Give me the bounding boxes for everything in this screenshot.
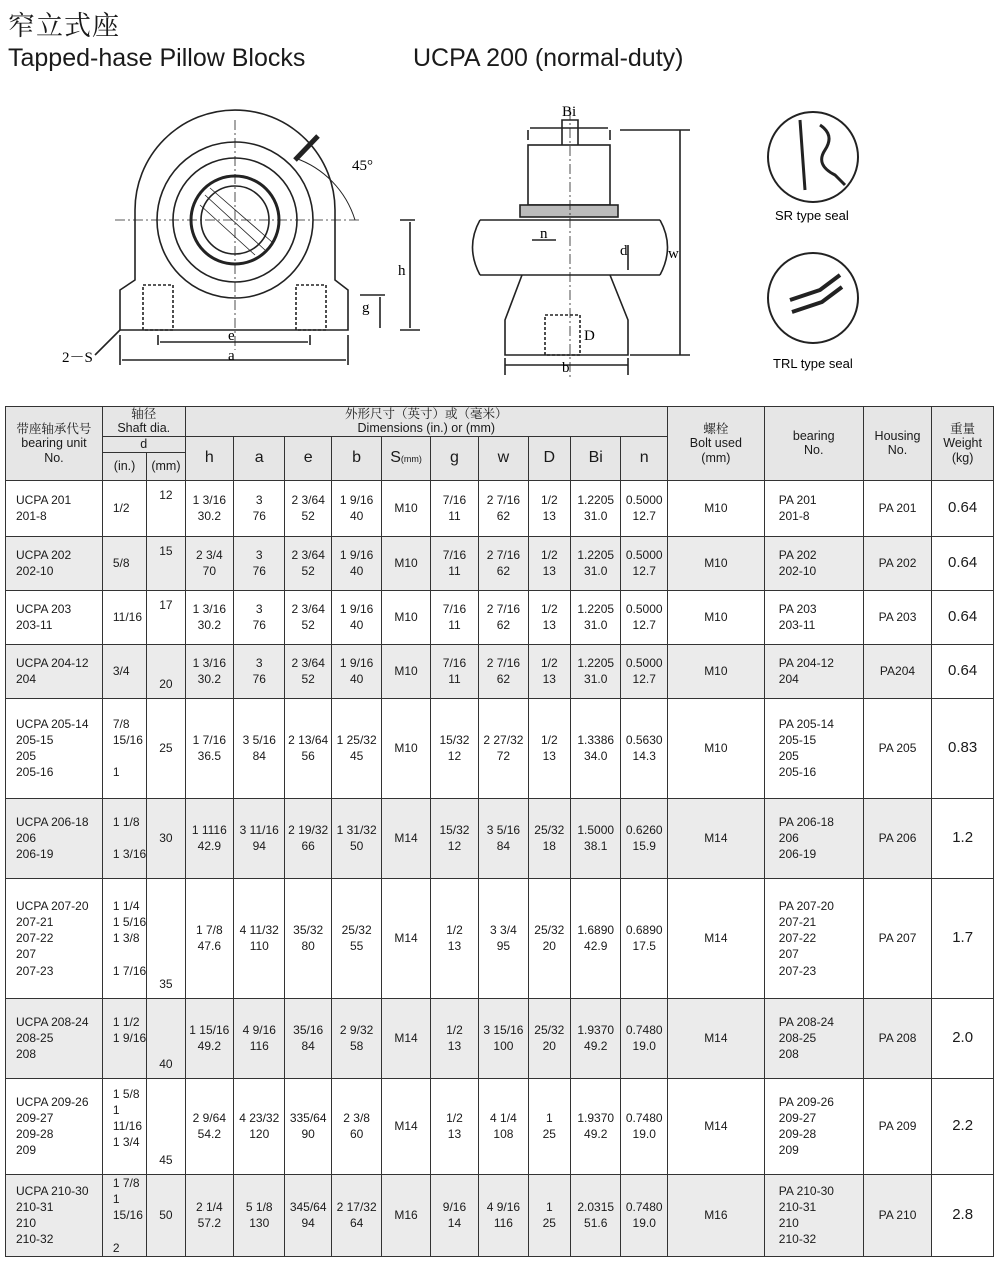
cell-dim-n: 0.5000 12.7 (621, 644, 667, 698)
header-housing: Housing No. (863, 407, 932, 481)
cell-dim-e: 2 3/64 52 (285, 536, 331, 590)
cell-dim-w: 2 27/32 72 (479, 698, 528, 798)
cell-dim-e: 2 13/64 56 (285, 698, 331, 798)
dim-a-label: a (228, 348, 235, 364)
cell-bearing-no: PA 208-24 208-25 208 (764, 998, 863, 1078)
cell-bolt: M14 (667, 878, 764, 998)
trl-seal-icon (768, 253, 858, 343)
cell-dim-n: 0.5000 12.7 (621, 590, 667, 644)
trl-seal-caption: TRL type seal (773, 356, 853, 371)
cell-dim-Bi: 1.2205 31.0 (571, 536, 621, 590)
dim-bi-label: Bi (562, 104, 577, 120)
header-h: h (185, 436, 233, 480)
cell-shaft-in: 1 7/8 1 15/16 2 (102, 1174, 146, 1256)
cell-dim-b: 2 3/8 60 (331, 1078, 381, 1174)
table-row (6, 590, 994, 644)
cell-dim-g: 7/16 11 (430, 536, 478, 590)
cell-dim-g: 7/16 11 (430, 480, 478, 536)
dim-n-label: n (540, 226, 548, 242)
cell-dim-h: 1 15/16 49.2 (185, 998, 233, 1078)
cell-dim-w: 4 1/4 108 (479, 1078, 528, 1174)
header-weight: 重量 Weight (kg) (932, 407, 994, 481)
cell-weight: 0.64 (932, 480, 994, 536)
cell-dim-D: 1 25 (528, 1174, 570, 1256)
cell-bolt: M10 (667, 590, 764, 644)
cell-dim-h: 1 7/16 36.5 (185, 698, 233, 798)
cell-dim-Bi: 1.3386 34.0 (571, 698, 621, 798)
header-shaft-d: d (102, 436, 185, 452)
table-row (6, 1078, 994, 1174)
cell-dim-w: 2 7/16 62 (479, 480, 528, 536)
series-title: UCPA 200 (normal-duty) (413, 44, 684, 72)
cell-dim-D: 1/2 13 (528, 590, 570, 644)
cell-dim-s: M16 (382, 1174, 430, 1256)
cell-dim-h: 2 1/4 57.2 (185, 1174, 233, 1256)
header-s: S(mm) (382, 436, 430, 480)
cell-dim-g: 1/2 13 (430, 1078, 478, 1174)
dim-g-label: g (362, 300, 370, 316)
header-dimensions: 外形尺寸（英寸）或（毫米） Dimensions (in.) or (mm) (185, 407, 667, 437)
cell-bolt: M14 (667, 998, 764, 1078)
cell-dim-g: 7/16 11 (430, 644, 478, 698)
cell-dim-b: 1 31/32 50 (331, 798, 381, 878)
cell-dim-n: 0.5000 12.7 (621, 536, 667, 590)
dim-b-label: b (562, 360, 570, 376)
cell-shaft-in: 3/4 (102, 644, 146, 698)
header-shaft: 轴径 Shaft dia. (102, 407, 185, 437)
cell-dim-n: 0.7480 19.0 (621, 998, 667, 1078)
cell-bearing-no: PA 209-26 209-27 209-28 209 (764, 1078, 863, 1174)
cell-dim-s: M14 (382, 878, 430, 998)
cell-dim-s: M10 (382, 536, 430, 590)
cell-bearing-no: PA 207-20 207-21 207-22 207 207-23 (764, 878, 863, 998)
cell-dim-g: 15/32 12 (430, 798, 478, 878)
cell-dim-g: 15/32 12 (430, 698, 478, 798)
table-row (6, 878, 994, 998)
table-row (6, 698, 994, 798)
cell-dim-D: 1/2 13 (528, 536, 570, 590)
header-e: e (285, 436, 331, 480)
cell-housing-no: PA 206 (863, 798, 932, 878)
cell-dim-a: 4 23/32 120 (234, 1078, 285, 1174)
cell-shaft-in: 1 1/4 1 5/16 1 3/8 1 7/16 (102, 878, 146, 998)
cell-dim-a: 3 76 (234, 590, 285, 644)
cell-weight: 0.64 (932, 590, 994, 644)
cell-bearing-no: PA 203 203-11 (764, 590, 863, 644)
dim-e-label: e (228, 328, 235, 344)
dim-2s-label: 2－S (62, 350, 93, 366)
dim-w-label: w (668, 246, 679, 262)
cell-dim-Bi: 1.5000 38.1 (571, 798, 621, 878)
cell-dim-e: 35/32 80 (285, 878, 331, 998)
header-bolt: 螺栓 Bolt used (mm) (667, 407, 764, 481)
cell-bolt: M16 (667, 1174, 764, 1256)
cell-dim-g: 9/16 14 (430, 1174, 478, 1256)
cell-unit-no: UCPA 201 201-8 (6, 480, 103, 536)
cell-dim-g: 1/2 13 (430, 878, 478, 998)
cell-dim-b: 1 9/16 40 (331, 536, 381, 590)
cell-dim-Bi: 1.6890 42.9 (571, 878, 621, 998)
cell-dim-D: 25/32 20 (528, 878, 570, 998)
cell-bearing-no: PA 202 202-10 (764, 536, 863, 590)
cell-dim-h: 1 3/16 30.2 (185, 590, 233, 644)
cell-weight: 0.83 (932, 698, 994, 798)
spec-table (5, 406, 994, 1257)
cell-shaft-mm: 35 (147, 878, 185, 998)
cell-weight: 0.64 (932, 644, 994, 698)
cell-bearing-no: PA 206-18 206 206-19 (764, 798, 863, 878)
cell-weight: 2.0 (932, 998, 994, 1078)
cell-dim-s: M14 (382, 798, 430, 878)
cell-dim-b: 25/32 55 (331, 878, 381, 998)
cell-dim-h: 1 3/16 30.2 (185, 644, 233, 698)
header-a: a (234, 436, 285, 480)
cell-dim-b: 1 9/16 40 (331, 480, 381, 536)
cell-dim-a: 3 76 (234, 644, 285, 698)
cell-dim-D: 25/32 20 (528, 998, 570, 1078)
cell-shaft-in: 1 1/2 1 9/16 (102, 998, 146, 1078)
cell-bolt: M14 (667, 1078, 764, 1174)
cell-bearing-no: PA 204-12 204 (764, 644, 863, 698)
cell-dim-D: 25/32 18 (528, 798, 570, 878)
cell-dim-n: 0.6890 17.5 (621, 878, 667, 998)
cell-dim-Bi: 2.0315 51.6 (571, 1174, 621, 1256)
cell-shaft-mm: 25 (147, 698, 185, 798)
cell-bearing-no: PA 210-30 210-31 210 210-32 (764, 1174, 863, 1256)
cell-bearing-no: PA 205-14 205-15 205 205-16 (764, 698, 863, 798)
cell-weight: 0.64 (932, 536, 994, 590)
dim-h-label: h (398, 263, 406, 279)
cell-dim-D: 1/2 13 (528, 480, 570, 536)
cell-weight: 2.8 (932, 1174, 994, 1256)
cell-weight: 1.2 (932, 798, 994, 878)
cell-dim-w: 3 15/16 100 (479, 998, 528, 1078)
cell-shaft-mm: 40 (147, 998, 185, 1078)
table-row (6, 644, 994, 698)
cell-dim-h: 1 1116 42.9 (185, 798, 233, 878)
cell-unit-no: UCPA 204-12 204 (6, 644, 103, 698)
cell-dim-b: 1 9/16 40 (331, 590, 381, 644)
cell-unit-no: UCPA 207-20 207-21 207-22 207 207-23 (6, 878, 103, 998)
cell-housing-no: PA 205 (863, 698, 932, 798)
technical-drawing (0, 90, 1000, 400)
sr-seal-caption: SR type seal (775, 208, 849, 223)
cell-shaft-mm: 50 (147, 1174, 185, 1256)
cell-shaft-in: 1/2 (102, 480, 146, 536)
header-Bi: Bi (571, 436, 621, 480)
cell-dim-Bi: 1.2205 31.0 (571, 480, 621, 536)
cell-dim-D: 1/2 13 (528, 698, 570, 798)
cell-dim-n: 0.7480 19.0 (621, 1078, 667, 1174)
sr-seal-icon (768, 112, 858, 202)
cell-housing-no: PA 201 (863, 480, 932, 536)
cell-dim-e: 2 3/64 52 (285, 590, 331, 644)
cell-dim-D: 1 25 (528, 1078, 570, 1174)
cell-dim-a: 3 11/16 94 (234, 798, 285, 878)
cell-dim-h: 1 7/8 47.6 (185, 878, 233, 998)
cell-unit-no: UCPA 206-18 206 206-19 (6, 798, 103, 878)
cell-dim-b: 2 17/32 64 (331, 1174, 381, 1256)
cell-dim-s: M14 (382, 1078, 430, 1174)
cell-shaft-in: 1 5/8 1 11/16 1 3/4 (102, 1078, 146, 1174)
cell-dim-s: M10 (382, 644, 430, 698)
cell-unit-no: UCPA 202 202-10 (6, 536, 103, 590)
cell-dim-e: 2 3/64 52 (285, 480, 331, 536)
cell-dim-e: 35/16 84 (285, 998, 331, 1078)
cell-unit-no: UCPA 203 203-11 (6, 590, 103, 644)
cell-dim-b: 1 9/16 40 (331, 644, 381, 698)
cell-housing-no: PA 208 (863, 998, 932, 1078)
cell-dim-a: 3 76 (234, 536, 285, 590)
dim-D-label: D (584, 328, 595, 344)
cell-dim-w: 4 9/16 116 (479, 1174, 528, 1256)
cell-housing-no: PA 203 (863, 590, 932, 644)
cell-shaft-mm: 17 (147, 590, 185, 644)
cell-shaft-in: 7/8 15/16 1 (102, 698, 146, 798)
table-row (6, 1174, 994, 1256)
cell-dim-w: 2 7/16 62 (479, 536, 528, 590)
cell-shaft-mm: 45 (147, 1078, 185, 1174)
header-bearing: bearing No. (764, 407, 863, 481)
page-title-cn: 窄立式座 (8, 11, 120, 42)
header-unit: 带座轴承代号 bearing unit No. (6, 407, 103, 481)
cell-shaft-mm: 20 (147, 644, 185, 698)
cell-dim-w: 2 7/16 62 (479, 590, 528, 644)
cell-shaft-in: 5/8 (102, 536, 146, 590)
cell-housing-no: PA 209 (863, 1078, 932, 1174)
cell-shaft-in: 11/16 (102, 590, 146, 644)
cell-dim-b: 1 25/32 45 (331, 698, 381, 798)
cell-housing-no: PA204 (863, 644, 932, 698)
cell-dim-s: M10 (382, 590, 430, 644)
table-row (6, 798, 994, 878)
cell-dim-n: 0.7480 19.0 (621, 1174, 667, 1256)
cell-shaft-mm: 30 (147, 798, 185, 878)
cell-dim-s: M14 (382, 998, 430, 1078)
cell-unit-no: UCPA 209-26 209-27 209-28 209 (6, 1078, 103, 1174)
cell-weight: 1.7 (932, 878, 994, 998)
cell-dim-Bi: 1.9370 49.2 (571, 998, 621, 1078)
side-view (473, 110, 691, 380)
angle-label: 45° (352, 158, 373, 174)
header-w: w (479, 436, 528, 480)
cell-housing-no: PA 210 (863, 1174, 932, 1256)
cell-dim-Bi: 1.9370 49.2 (571, 1078, 621, 1174)
cell-dim-w: 3 5/16 84 (479, 798, 528, 878)
cell-dim-b: 2 9/32 58 (331, 998, 381, 1078)
header-g: g (430, 436, 478, 480)
cell-dim-s: M10 (382, 698, 430, 798)
cell-dim-e: 345/64 94 (285, 1174, 331, 1256)
cell-dim-e: 2 19/32 66 (285, 798, 331, 878)
dim-d-label: d (620, 243, 628, 259)
header-D: D (528, 436, 570, 480)
header-shaft-in: (in.) (102, 452, 146, 480)
cell-dim-D: 1/2 13 (528, 644, 570, 698)
table-row (6, 998, 994, 1078)
table-row (6, 536, 994, 590)
cell-dim-h: 1 3/16 30.2 (185, 480, 233, 536)
cell-bearing-no: PA 201 201-8 (764, 480, 863, 536)
header-shaft-mm: (mm) (147, 452, 185, 480)
header-n: n (621, 436, 667, 480)
cell-dim-w: 2 7/16 62 (479, 644, 528, 698)
cell-dim-a: 5 1/8 130 (234, 1174, 285, 1256)
cell-housing-no: PA 202 (863, 536, 932, 590)
cell-dim-a: 4 11/32 110 (234, 878, 285, 998)
cell-shaft-mm: 12 (147, 480, 185, 536)
cell-bolt: M10 (667, 536, 764, 590)
cell-unit-no: UCPA 208-24 208-25 208 (6, 998, 103, 1078)
cell-dim-w: 3 3/4 95 (479, 878, 528, 998)
cell-dim-e: 2 3/64 52 (285, 644, 331, 698)
cell-dim-h: 2 9/64 54.2 (185, 1078, 233, 1174)
cell-dim-Bi: 1.2205 31.0 (571, 644, 621, 698)
cell-dim-a: 4 9/16 116 (234, 998, 285, 1078)
page-title-en: Tapped-hase Pillow Blocks (8, 44, 306, 72)
cell-dim-g: 7/16 11 (430, 590, 478, 644)
front-view (95, 110, 420, 365)
cell-unit-no: UCPA 210-30 210-31 210 210-32 (6, 1174, 103, 1256)
cell-dim-g: 1/2 13 (430, 998, 478, 1078)
table-row (6, 480, 994, 536)
cell-dim-e: 335/64 90 (285, 1078, 331, 1174)
cell-dim-n: 0.5630 14.3 (621, 698, 667, 798)
cell-bolt: M10 (667, 698, 764, 798)
cell-weight: 2.2 (932, 1078, 994, 1174)
cell-bolt: M10 (667, 644, 764, 698)
cell-shaft-mm: 15 (147, 536, 185, 590)
cell-unit-no: UCPA 205-14 205-15 205 205-16 (6, 698, 103, 798)
cell-dim-n: 0.6260 15.9 (621, 798, 667, 878)
header-b: b (331, 436, 381, 480)
cell-dim-Bi: 1.2205 31.0 (571, 590, 621, 644)
cell-dim-a: 3 5/16 84 (234, 698, 285, 798)
cell-housing-no: PA 207 (863, 878, 932, 998)
cell-shaft-in: 1 1/8 1 3/16 (102, 798, 146, 878)
cell-dim-n: 0.5000 12.7 (621, 480, 667, 536)
cell-dim-a: 3 76 (234, 480, 285, 536)
cell-dim-s: M10 (382, 480, 430, 536)
cell-bolt: M10 (667, 480, 764, 536)
cell-bolt: M14 (667, 798, 764, 878)
cell-dim-h: 2 3/4 70 (185, 536, 233, 590)
